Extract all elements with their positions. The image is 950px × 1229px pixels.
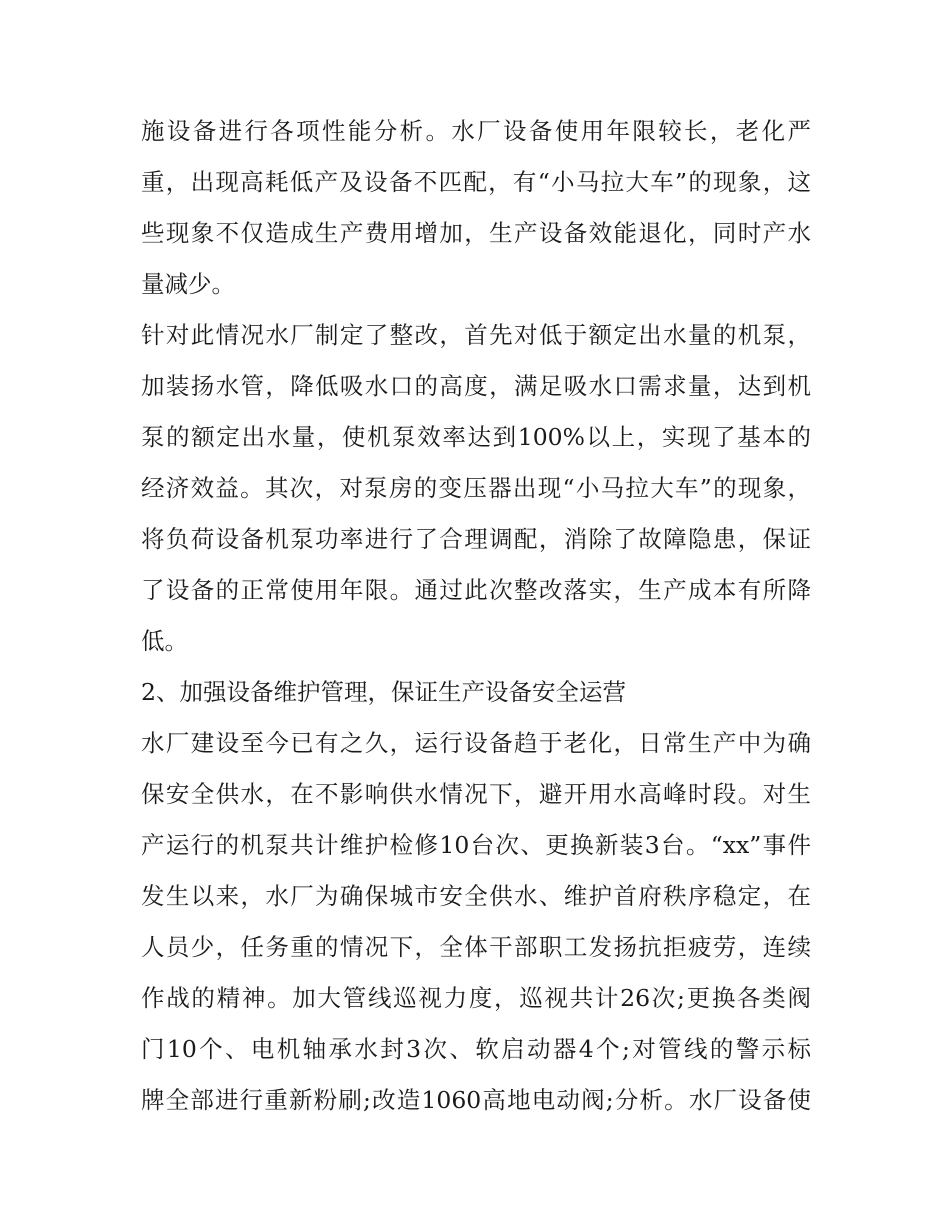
text-line: 泵的额定出水量，使机泵效率达到100%以上，实现了基本的 [141, 423, 811, 451]
text-line: 量减少。 [141, 270, 235, 298]
text-line: 加装扬水管，降低吸水口的高度，满足吸水口需求量，达到机 [141, 372, 811, 400]
text-line: 了设备的正常使用年限。通过此次整改落实，生产成本有所降 [141, 576, 811, 604]
document-body [141, 106, 811, 1126]
text-line: 人员少，任务重的情况下，全体干部职工发扬抗拒疲劳，连续 [141, 933, 811, 961]
text-line: 针对此情况水厂制定了整改，首先对低于额定出水量的机泵， [141, 321, 811, 349]
text-line: 低。 [141, 627, 188, 655]
text-line: 将负荷设备机泵功率进行了合理调配，消除了故障隐患，保证 [141, 525, 811, 553]
text-line: 些现象不仅造成生产费用增加，生产设备效能退化，同时产水 [141, 219, 811, 247]
text-line: 水厂建设至今已有之久，运行设备趋于老化，日常生产中为确 [141, 729, 811, 757]
text-line: 重，出现高耗低产及设备不匹配，有“小马拉大车”的现象，这 [141, 168, 811, 196]
text-line: 发生以来，水厂为确保城市安全供水、维护首府秩序稳定，在 [141, 882, 811, 910]
text-line: 产运行的机泵共计维护检修10台次、更换新装3台。“xx”事件 [141, 831, 811, 859]
text-line: 保安全供水，在不影响供水情况下，避开用水高峰时段。对生 [141, 780, 811, 808]
text-line: 施设备进行各项性能分析。水厂设备使用年限较长，老化严 [141, 117, 811, 145]
text-line: 经济效益。其次，对泵房的变压器出现“小马拉大车”的现象， [141, 474, 811, 502]
text-line: 门10个、电机轴承水封3次、软启动器4个;对管线的警示标 [141, 1035, 811, 1063]
text-line: 作战的精神。加大管线巡视力度，巡视共计26次;更换各类阀 [141, 984, 811, 1012]
text-line: 牌全部进行重新粉刷;改造1060高地电动阀;分析。水厂设备使 [141, 1086, 811, 1114]
section-heading: 2、加强设备维护管理，保证生产设备安全运营 [141, 678, 626, 706]
